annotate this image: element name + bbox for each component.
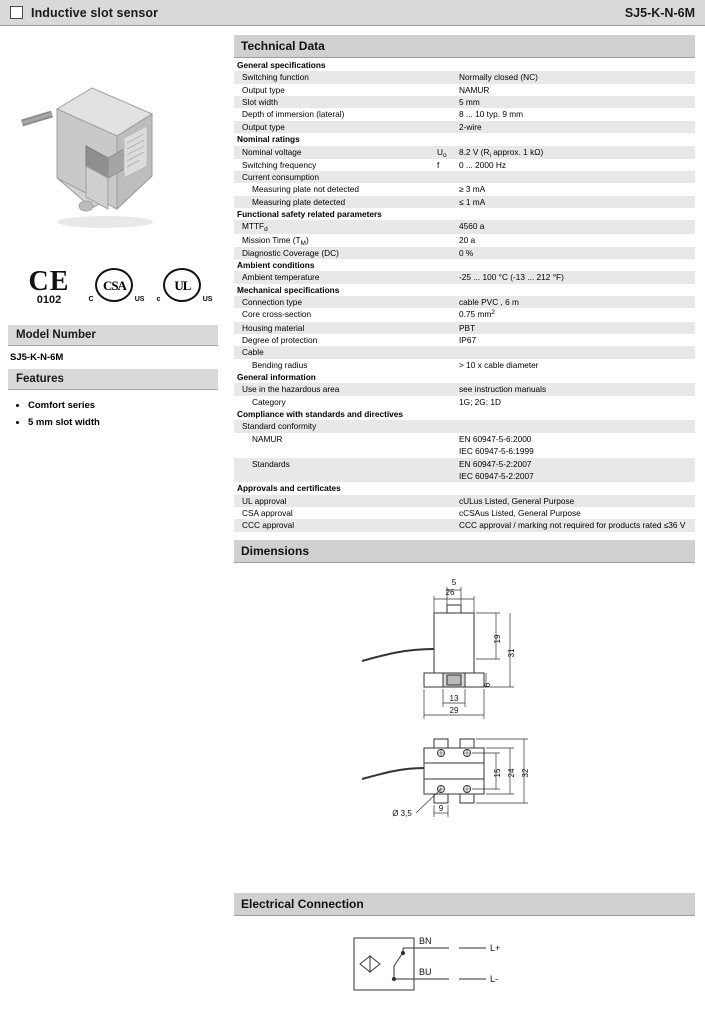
table-row-group — [234, 408, 695, 420]
spec-symbol — [434, 121, 456, 133]
spec-value: CCC approval / marking not required for products rated ≤36 V — [456, 519, 695, 531]
spec-label: Output type — [242, 84, 285, 95]
spec-value: 2-wire — [456, 121, 695, 133]
spec-value: ≥ 3 mA — [459, 184, 486, 195]
dim-15: 15 — [493, 768, 502, 778]
spec-symbol — [434, 71, 456, 83]
table-row-group — [234, 284, 695, 296]
spec-symbol — [434, 346, 456, 358]
spec-label: NAMUR — [252, 433, 283, 444]
product-photo — [0, 26, 228, 251]
spec-value: -25 ... 100 °C (-13 ... 212 °F) — [456, 271, 695, 283]
spec-symbol — [434, 183, 456, 195]
group-label: Mechanical specifications — [237, 284, 340, 295]
spec-label: Standard conformity — [234, 420, 434, 432]
model-number-body — [0, 346, 228, 365]
spec-value — [456, 420, 695, 432]
page-header — [0, 0, 705, 26]
header-model-number: SJ5-K-N-6M — [624, 5, 695, 20]
csa-mark — [88, 268, 145, 304]
table-row — [234, 171, 695, 183]
model-number-value: SJ5-K-N-6M — [10, 352, 64, 363]
spec-value: IEC 60947-5-2:2007 — [456, 470, 695, 482]
table-row — [234, 458, 695, 470]
spec-label: UL approval — [234, 495, 434, 507]
spec-symbol: f — [437, 159, 440, 170]
spec-label: CSA approval — [242, 508, 293, 518]
spec-label: CCC approval — [234, 519, 434, 531]
spec-label: Ambient temperature — [234, 271, 434, 283]
dim-31: 31 — [507, 648, 516, 658]
spec-symbol — [434, 470, 456, 482]
spec-symbol — [434, 433, 456, 445]
spec-symbol — [434, 247, 456, 259]
spec-label: Slot width — [234, 96, 434, 108]
spec-label: Standards — [234, 458, 434, 470]
electrical-connection-heading: Electrical Connection — [234, 893, 695, 916]
spec-symbol — [434, 271, 456, 283]
spec-symbol — [434, 507, 456, 519]
spec-symbol: $U_o$ — [434, 146, 456, 159]
group-label: Compliance with standards and directives — [237, 409, 403, 420]
table-row-group — [234, 371, 695, 383]
spec-label: Depth of immersion (lateral) — [242, 109, 345, 120]
table-row — [234, 495, 695, 507]
spec-label: Diagnostic Coverage (DC) — [234, 247, 434, 259]
dimensions-heading: Dimensions — [234, 540, 695, 563]
table-row — [234, 296, 695, 308]
dim-19: 19 — [493, 634, 502, 644]
table-row — [234, 196, 695, 208]
table-row — [234, 308, 695, 321]
spec-value: IEC 60947-5-6:1999 — [459, 446, 534, 457]
list-item: • Comfort series — [28, 400, 218, 411]
spec-label: Core cross-section — [242, 309, 312, 320]
group-label: General specifications — [237, 60, 326, 70]
spec-symbol — [434, 196, 456, 208]
table-row-group — [234, 208, 695, 220]
spec-symbol — [434, 458, 456, 470]
table-row — [234, 433, 695, 445]
spec-value: 4560 a — [456, 220, 695, 233]
model-number-heading: Model Number — [8, 325, 218, 346]
table-row-group — [234, 59, 695, 71]
spec-value: NAMUR — [459, 84, 490, 95]
spec-label: Switching frequency — [242, 159, 317, 170]
spec-value: ≤ 1 mA — [456, 196, 695, 208]
table-row — [234, 234, 695, 247]
spec-symbol — [434, 383, 456, 395]
ce-mark-label: CE — [28, 266, 70, 297]
dim-26: 26 — [445, 587, 455, 597]
ul-c-label: c — [156, 296, 161, 303]
spec-label — [234, 445, 434, 457]
spec-symbol — [434, 108, 456, 120]
ce-mark — [29, 266, 70, 306]
table-row — [234, 121, 695, 133]
spec-symbol — [434, 445, 456, 457]
spec-value: cCSAus Listed, General Purpose — [459, 508, 581, 518]
terminal-label-lminus: L- — [490, 973, 499, 984]
spec-symbol — [434, 296, 456, 308]
wire-label-bn: BN — [419, 935, 432, 946]
dim-32: 32 — [521, 768, 530, 778]
table-row — [234, 519, 695, 531]
spec-label — [234, 470, 434, 482]
spec-value: 1G; 2G; 1D — [459, 396, 501, 407]
table-row — [234, 108, 695, 120]
spec-label: Connection type — [234, 296, 434, 308]
spec-label: Nominal voltage — [234, 146, 434, 159]
dim-29: 29 — [449, 705, 459, 715]
table-row — [234, 183, 695, 195]
features-heading: Features — [8, 369, 218, 390]
table-row — [234, 96, 695, 108]
dimensions-drawings — [234, 563, 695, 893]
spec-symbol — [434, 495, 456, 507]
spec-symbol — [434, 308, 456, 321]
table-row — [234, 220, 695, 233]
table-row-group — [234, 133, 695, 145]
spec-label: Category — [252, 396, 286, 407]
spec-symbol — [434, 220, 456, 233]
table-row — [234, 507, 695, 519]
ul-us-label: US — [202, 296, 213, 303]
spec-label: Cable — [234, 346, 434, 358]
spec-symbol — [434, 171, 456, 183]
spec-value: 20 a — [459, 234, 476, 245]
spec-label: Measuring plate not detected — [252, 184, 360, 195]
features-list — [10, 400, 218, 428]
dim-13: 13 — [449, 693, 459, 703]
spec-label: Current consumption — [234, 171, 434, 183]
table-row — [234, 445, 695, 457]
table-row — [234, 396, 695, 408]
spec-value: EN 60947-5-2:2007 — [456, 458, 695, 470]
spec-value: see instruction manuals — [456, 383, 695, 395]
table-row — [234, 334, 695, 346]
table-row — [234, 146, 695, 159]
spec-label: Bending radius — [252, 359, 308, 370]
group-label: General information — [237, 372, 316, 383]
spec-label: Use in the hazardous area — [234, 383, 434, 395]
spec-value: 5 mm — [456, 96, 695, 108]
spec-label: Output type — [234, 121, 434, 133]
table-row-group — [234, 259, 695, 271]
group-label: Approvals and certificates — [237, 483, 341, 494]
table-row — [234, 322, 695, 334]
page-body — [0, 26, 705, 984]
spec-label: Measuring plate detected — [234, 196, 434, 208]
table-row — [234, 271, 695, 283]
electrical-connection-diagram — [234, 916, 695, 1026]
spec-symbol — [434, 420, 456, 432]
table-row — [234, 346, 695, 358]
spec-symbol — [434, 359, 456, 371]
spec-symbol — [434, 322, 456, 334]
table-row — [234, 359, 695, 371]
table-row — [234, 71, 695, 83]
spec-symbol — [434, 84, 456, 96]
csa-c-label: C — [88, 296, 94, 303]
spec-symbol — [434, 234, 456, 247]
spec-symbol — [434, 519, 456, 531]
spec-value: cULus Listed, General Purpose — [456, 495, 695, 507]
table-row — [234, 383, 695, 395]
group-label: Ambient conditions — [237, 260, 315, 271]
dim-9: 9 — [438, 803, 444, 813]
spec-value — [456, 346, 695, 358]
spec-label: $MTTF_d$ — [234, 220, 434, 233]
technical-data-table — [234, 59, 695, 532]
dim-6: 6 — [483, 682, 492, 687]
spec-value: IP67 — [459, 334, 477, 345]
csa-us-label: US — [134, 296, 145, 303]
table-row — [234, 470, 695, 482]
features-body — [0, 390, 228, 436]
page-title: Inductive slot sensor — [31, 5, 159, 20]
spec-value: 8 ... 10 typ. 9 mm — [459, 109, 524, 120]
ul-mark — [156, 268, 213, 304]
spec-label: Degree of protection — [242, 334, 318, 345]
dim-5: 5 — [451, 577, 457, 587]
spec-label: Switching function — [234, 71, 434, 83]
table-row — [234, 247, 695, 259]
table-row — [234, 420, 695, 432]
spec-value: 0 % — [456, 247, 695, 259]
spec-value — [456, 171, 695, 183]
dim-diameter: Ø 3,5 — [392, 808, 412, 818]
certification-marks — [0, 251, 228, 321]
square-outline-icon — [10, 6, 23, 19]
wire-label-bu: BU — [419, 966, 432, 977]
spec-label: Housing material — [234, 322, 434, 334]
spec-value: Normally closed (NC) — [456, 71, 695, 83]
spec-label: Mission Time $(T_M)$ — [242, 234, 309, 247]
spec-value: cable PVC , 6 m — [456, 296, 695, 308]
spec-value: > 10 x cable diameter — [459, 359, 539, 370]
terminal-label-lplus: L+ — [490, 942, 501, 953]
spec-value: 0.75 $mm^2$ — [459, 309, 495, 320]
table-row — [234, 84, 695, 96]
dim-24: 24 — [507, 768, 516, 778]
table-row-group — [234, 482, 695, 494]
spec-value: 0 ... 2000 Hz — [459, 159, 507, 170]
table-row — [234, 159, 695, 171]
spec-symbol — [434, 96, 456, 108]
spec-symbol — [434, 334, 456, 346]
right-column — [228, 26, 705, 984]
spec-value: 8.2 V ($R_i$ approx. 1 kΩ) — [456, 146, 695, 159]
group-label: Functional safety related parameters — [237, 209, 382, 220]
spec-symbol — [434, 396, 456, 408]
spec-value: PBT — [456, 322, 695, 334]
spec-value: EN 60947-5-6:2000 — [459, 433, 532, 444]
left-column — [0, 26, 228, 968]
list-item: • 5 mm slot width — [28, 417, 218, 428]
csa-label: CSA — [102, 278, 126, 293]
ul-label: UL — [174, 278, 191, 293]
group-label: Nominal ratings — [237, 134, 300, 145]
technical-data-heading: Technical Data — [234, 35, 695, 58]
ce-notified-body-number: 0102 — [36, 294, 62, 306]
